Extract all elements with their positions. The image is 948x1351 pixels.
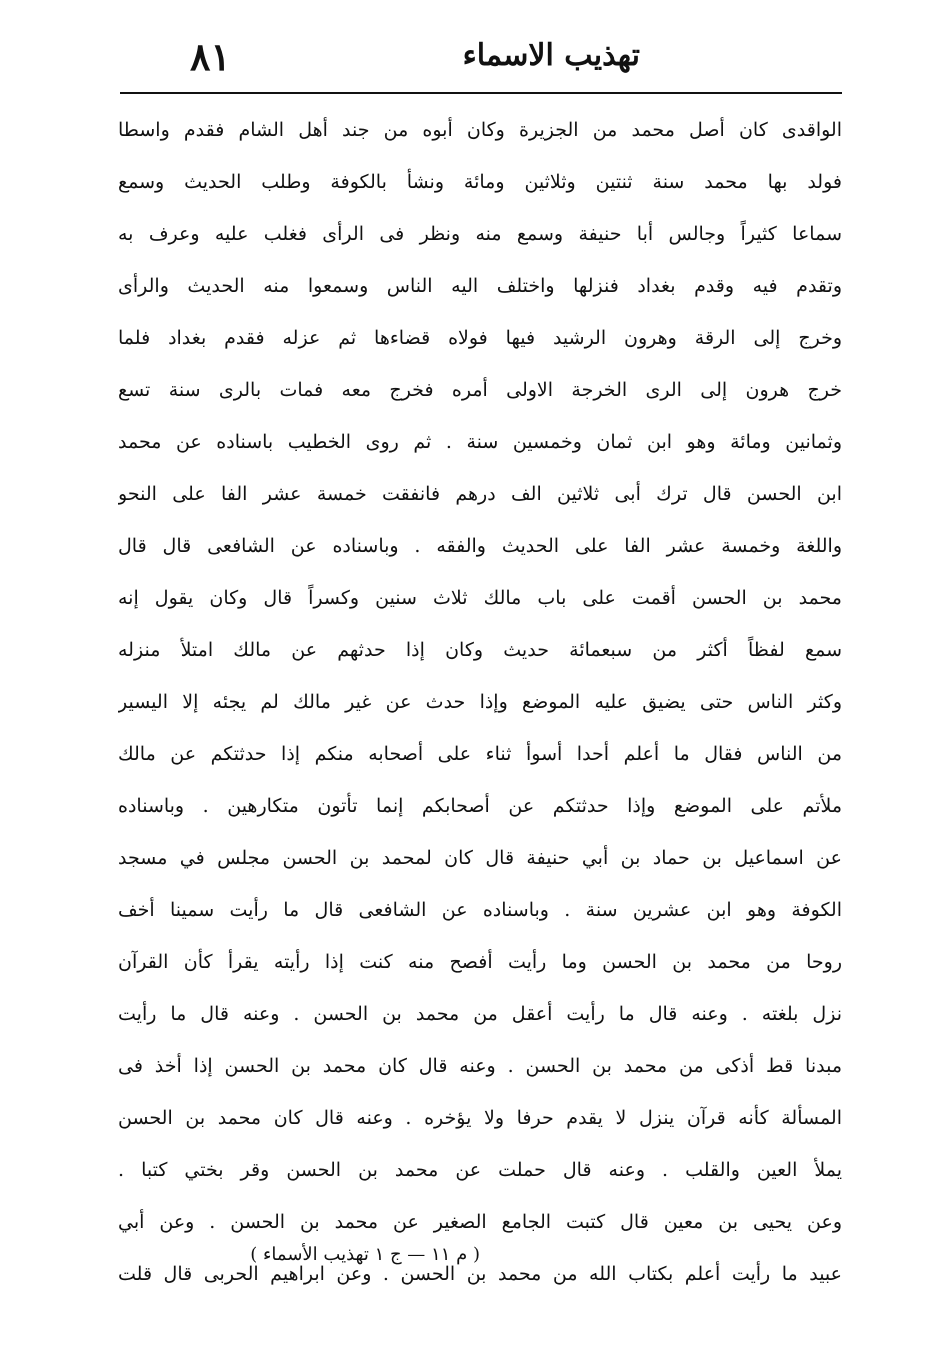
text-line: المسألة كأنه قرآن ينزل لا يقدم حرفا ولا يؤخره . وعنه قال كان محمد بن الحسن: [118, 1107, 842, 1129]
header-rule: [120, 92, 842, 94]
signature-footnote: ( م ١١ — ج ١ تهذيب الأسماء ): [250, 1244, 480, 1265]
running-title: تهذيب الاسماء: [462, 38, 640, 73]
text-line: عن اسماعيل بن حماد بن أبي حنيفة قال كان لمحمد بن الحسن مجلس في مسجد: [118, 847, 842, 869]
text-line: مبدنا قط أذكى من محمد بن الحسن . وعنه قال كان محمد بن الحسن إذا أخذ فى: [118, 1055, 842, 1077]
text-line: من الناس فقال ما أعلم أحدا أسوأ ثناء على أصحابه منكم إذا حدثتكم عن مالك: [118, 743, 842, 765]
text-line: الواقدى كان أصل محمد من الجزيرة وكان أبوه من جند أهل الشام فقدم واسطا: [118, 119, 842, 141]
text-line: واللغة وخمسة عشر الفا على الحديث والفقه . وباسناده عن الشافعى قال قال: [118, 535, 842, 557]
text-line: يملأ العين والقلب . وعنه قال حملت عن محمد بن الحسن وقر بختي كتبا .: [118, 1159, 842, 1181]
text-line: سماعا كثيراً وجالس أبا حنيفة وسمع منه ونظر فى الرأى فغلب عليه وعرف به: [118, 223, 842, 245]
text-line: وخرج إلى الرقة وهرون الرشيد فيها فولاه قضاءها ثم عزله فقدم بغداد فلما: [118, 327, 842, 349]
text-line: وكثر الناس حتى يضيق عليه الموضع وإذا حدث عن غير مالك لم يجئه إلا اليسير: [118, 691, 842, 713]
text-line: عبيد ما رأيت أعلم بكتاب الله من محمد بن الحسن . وعن ابراهيم الحربى قال قلت: [118, 1263, 842, 1285]
text-line: روحا من محمد بن الحسن وما رأيت أفصح منه كنت إذا رأيته يقرأ كأن القرآن: [118, 951, 842, 973]
text-line: وعن يحيى بن معين قال كتبت الجامع الصغير عن محمد بن الحسن . وعن أبي: [118, 1211, 842, 1233]
text-line: نزل بلغته . وعنه قال ما رأيت أعقل من محمد بن الحسن . وعنه قال ما رأيت: [118, 1003, 842, 1025]
body-text: [118, 104, 842, 1300]
text-line: سمع لفظاً أكثر من سبعمائة حديث وكان إذا حدثهم عن مالك امتلأ منزله: [118, 639, 842, 661]
text-line: فولد بها محمد سنة ثنتين وثلاثين ومائة ونشأ بالكوفة وطلب الحديث وسمع: [118, 171, 842, 193]
page-number: ٨١: [190, 34, 231, 79]
text-line: وثمانين ومائة وهو ابن ثمان وخمسين سنة . ثم روى الخطيب باسناده عن محمد: [118, 431, 842, 453]
text-line: ابن الحسن قال ترك أبى ثلاثين الف درهم فانفقت خمسة عشر الفا على النحو: [118, 483, 842, 505]
page-header: [120, 30, 840, 100]
text-line: ملأتم على الموضع وإذا حدثتكم عن أصحابكم إنما تأتون متكارهين . وباسناده: [118, 795, 842, 817]
text-line: الكوفة وهو ابن عشرين سنة . وباسناده عن الشافعى قال ما رأيت سمينا أخف: [118, 899, 842, 921]
text-line: وتقدم فيه وقدم بغداد فنزلها واختلف اليه الناس وسمعوا منه الحديث والرأى: [118, 275, 842, 297]
text-line: محمد بن الحسن أقمت على باب مالك ثلاث سنين وكسراً قال وكان يقول إنه: [118, 587, 842, 609]
text-line: خرج هرون إلى الرى الخرجة الاولى أمره فخرج معه فمات بالرى سنة تسع: [118, 379, 842, 401]
